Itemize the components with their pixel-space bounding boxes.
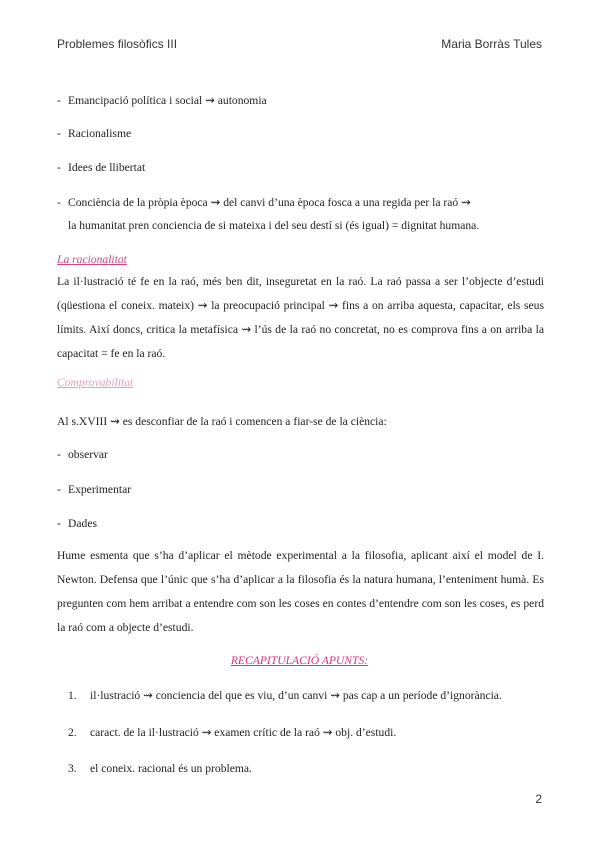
list-item: - observar xyxy=(57,448,108,461)
header-doc-title: Problemes filosòfics III xyxy=(57,37,178,51)
list-item: - Idees de llibertat xyxy=(57,161,146,174)
list-item: - Emancipació política i social ⇝ autonomia xyxy=(57,94,267,107)
list-item: - Dades xyxy=(57,517,97,530)
page-number: 2 xyxy=(535,792,542,806)
numbered-item: 1. il·lustració ⇝ conciencia del que es viu, d’un canvi ⇝ pas cap a un període d’ignorància. xyxy=(68,689,502,702)
section-title-comprovabilitat: Comprovabilitat xyxy=(57,376,134,389)
paragraph-hume: Hume esmenta que s’ha d’aplicar el mètode experimental a la filosofia, aplicant així el model de I. Newton. Defensa que l’únic que s’ha d’aplicar a la filosofia és la natura humana, l’enteniment humà. Es pregunten com hem arribat a entendre com son les coses en contes d’entendre com son les coses, es perd la raó com a objecte d’estudi. xyxy=(57,549,544,634)
list-item: - Conciència de la pròpia època ⇝ del canvi d’una època fosca a una regida per la raó ⇝ xyxy=(57,196,471,209)
list-item-continuation: la humanitat pren conciencia de si mateixa i del seu destí si (és igual) = dignitat humana. xyxy=(68,219,480,232)
paragraph-intro: Al s.XVIII ⇝ es desconfiar de la raó i comencen a fiar-se de la ciència: xyxy=(57,415,387,428)
list-item: - Experimentar xyxy=(57,483,132,496)
recap-title: RECAPITULACIÓ APUNTS: xyxy=(230,654,369,667)
numbered-item: 3. el coneix. racional és un problema. xyxy=(68,762,252,775)
numbered-item: 2. caract. de la il·lustració ⇝ examen crític de la raó ⇝ obj. d’estudi. xyxy=(68,726,397,739)
paragraph-racionalitat: La il·lustració té fe en la raó, més ben dit, inseguretat en la raó. La raó passa a ser l’objecte d’estudi (qüestiona el coneix. mateix) ⇝ la preocupació principal ⇝ fins a on arriba aquesta, capacitar, els seus límits. Així doncs, critica la metafísica ⇝ l’ús de la raó no concretat, no es comprova fins a on arriba la capacitat = fe en la raó. xyxy=(57,275,544,360)
list-item: - Racionalisme xyxy=(57,127,132,140)
header-author: Maria Borràs Tules xyxy=(441,37,542,51)
section-title-racionalitat: La racionalitat xyxy=(57,253,127,266)
